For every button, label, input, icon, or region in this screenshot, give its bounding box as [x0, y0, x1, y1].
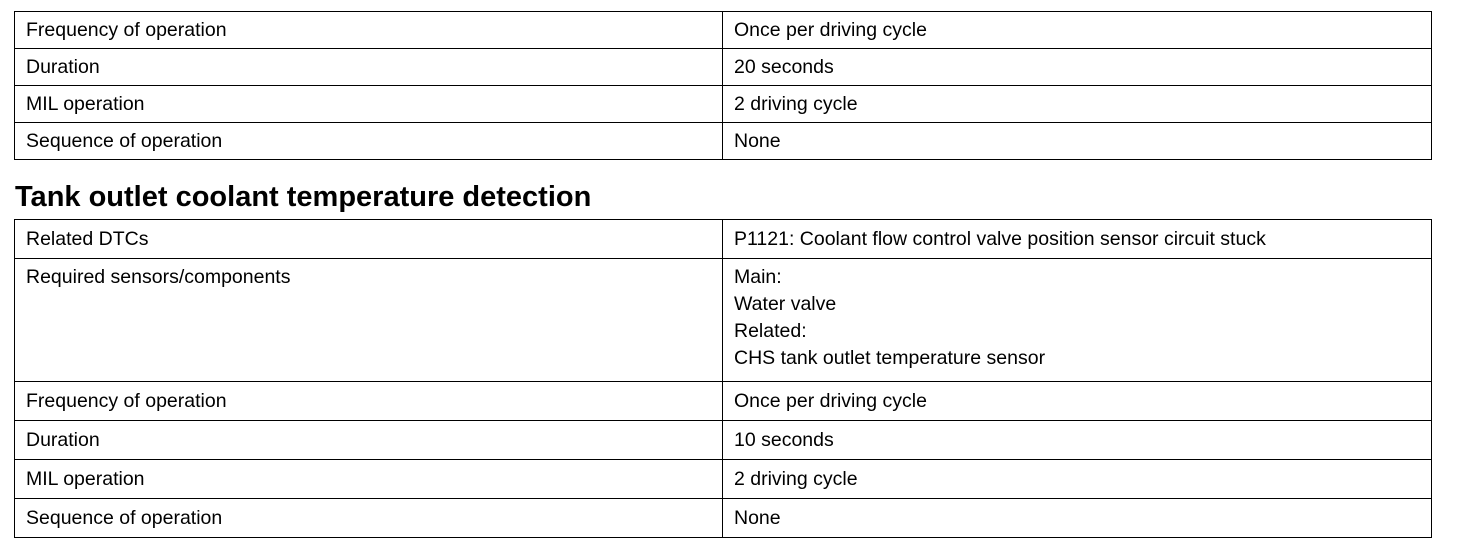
row-label: Sequence of operation	[15, 123, 723, 160]
row-label: Duration	[15, 421, 723, 460]
row-label: Frequency of operation	[15, 382, 723, 421]
row-value: Once per driving cycle	[723, 12, 1432, 49]
table-row	[15, 12, 1432, 49]
row-value: 20 seconds	[723, 49, 1432, 86]
table-row	[15, 499, 1432, 538]
row-label: Related DTCs	[15, 220, 723, 259]
row-value: P1121: Coolant flow control valve position sensor circuit stuck	[723, 220, 1432, 259]
row-label: Sequence of operation	[15, 499, 723, 538]
row-value	[723, 259, 1432, 382]
row-value: 2 driving cycle	[723, 86, 1432, 123]
table-row	[15, 421, 1432, 460]
table-row	[15, 259, 1432, 382]
row-label: MIL operation	[15, 460, 723, 499]
table-row	[15, 382, 1432, 421]
value-line: Main:	[734, 266, 782, 288]
table-row	[15, 49, 1432, 86]
monitor-spec-table-2	[14, 219, 1432, 538]
value-line: Water valve	[734, 293, 837, 315]
row-value: 2 driving cycle	[723, 460, 1432, 499]
row-value: None	[723, 499, 1432, 538]
section-heading: Tank outlet coolant temperature detection	[15, 181, 592, 213]
table-row	[15, 220, 1432, 259]
row-label: Required sensors/components	[15, 259, 723, 382]
value-line: CHS tank outlet temperature sensor	[734, 347, 1046, 369]
table-row	[15, 86, 1432, 123]
row-value: None	[723, 123, 1432, 160]
table-row	[15, 123, 1432, 160]
row-label: Duration	[15, 49, 723, 86]
table-row	[15, 460, 1432, 499]
row-value: Once per driving cycle	[723, 382, 1432, 421]
row-label: Frequency of operation	[15, 12, 723, 49]
monitor-spec-table-1	[14, 11, 1432, 160]
value-line: Related:	[734, 320, 807, 342]
row-label: MIL operation	[15, 86, 723, 123]
row-value: 10 seconds	[723, 421, 1432, 460]
